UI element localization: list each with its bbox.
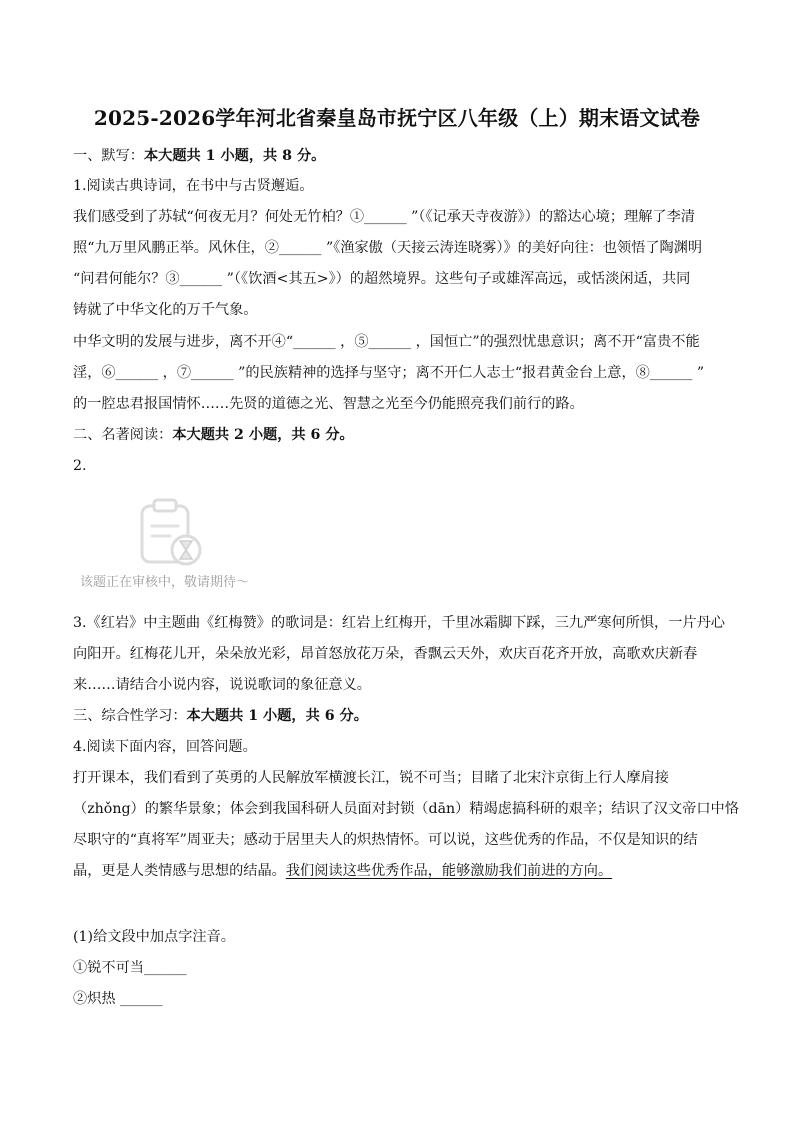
section-2-info: 本大题共 2 小题，共 6 分。	[172, 427, 354, 443]
question-1-line: 的一腔忠君报国情怀……先贤的道德之光、智慧之光至今仍能照亮我们前行的路。	[73, 396, 584, 412]
question-1-line: 中华文明的发展与进步，离不开④“______ ，⑤______ ，国恒亡”的强烈忧患意识；离不开“富贵不能	[73, 334, 700, 350]
question-3-line: 3.《红岩》中主题曲《红梅赞》的歌词是：红岩上红梅开，千里冰霜脚下踩，三九严寒何所惧，一片丹心	[73, 615, 725, 631]
section-1-prefix: 一、默写：	[73, 148, 144, 164]
question-3-line: 向阳开。红梅花儿开，朵朵放光彩，昂首怒放花万朵，香飘云天外，欢庆百花齐开放，高歌欢庆新春	[73, 646, 698, 662]
sub-question-1-item-a: ①锐不可当______	[73, 960, 187, 976]
section-2-prefix: 二、名著阅读：	[73, 427, 173, 443]
question-4-last-text: 晶，更是人类情感与思想的结晶。	[73, 863, 286, 879]
section-3-heading	[73, 706, 723, 726]
sub-question-1-item-b: ②炽热 ______	[73, 991, 163, 1007]
question-4-line	[73, 861, 723, 881]
question-1-line: “问君何能尔？③______ ”（《饮酒<其五>》）的超然境界。这些句子或雄浑高远，或恬淡闲适，共同	[73, 271, 691, 287]
clipboard-hourglass-icon	[130, 496, 210, 568]
question-4-stem: 4.阅读下面内容，回答问题。	[73, 739, 257, 755]
section-3-prefix: 三、综合性学习：	[73, 708, 187, 724]
question-1-line: 我们感受到了苏轼“何夜无月？何处无竹柏？①______ ”（《记承天寺夜游》）的豁达心境；理解了李清	[73, 209, 695, 225]
question-1-stem: 1.阅读古典诗词，在书中与古贤邂逅。	[73, 178, 314, 194]
page-title: 2025-2026学年河北省秦皇岛市抚宁区八年级（上）期末语文试卷	[93, 106, 701, 130]
question-1-line: 淫，⑥______ ，⑦______ ”的民族精神的选择与坚守；离不开仁人志士“报君黄金台上意，⑧______ ”	[73, 365, 705, 381]
question-4-line: 尽职守的“真将军”周亚夫；感动于居里夫人的炽热情怀。可以说，这些优秀的作品，不仅是知识的结	[73, 832, 698, 848]
question-4-line: （zhǒng）的繁华景象；体会到我国科研人员面对封锁（dān）精竭虑搞科研的艰辛；结识了汉文帝口中恪	[73, 801, 739, 817]
section-3-info: 本大题共 1 小题，共 6 分。	[186, 708, 368, 724]
section-1-info: 本大题共 1 小题，共 8 分。	[143, 148, 326, 164]
section-1-heading	[73, 146, 723, 166]
sub-question-1: (1)给文段中加点字注音。	[73, 929, 235, 945]
question-4-line: 打开课本，我们看到了英勇的人民解放军横渡长江，锐不可当；目睹了北宋汴京街上行人摩肩接	[73, 770, 669, 786]
question-1-line: 铸就了中华文化的万千气象。	[73, 302, 258, 318]
question-3-line: 来……请结合小说内容，说说歌词的象征意义。	[73, 677, 371, 693]
question-2-number: 2.	[73, 458, 87, 474]
section-2-heading	[73, 425, 723, 445]
question-1-line: 照“九万里风鹏正举。风休住，②______ ”《渔家傲（天接云涛连晓雾）》的美好向往：也领悟了陶渊明	[73, 240, 703, 256]
underlined-sentence: 我们阅读这些优秀作品，能够激励我们前进的方向。	[285, 863, 613, 879]
review-pending-caption: 该题正在审核中，敬请期待～	[80, 575, 250, 590]
